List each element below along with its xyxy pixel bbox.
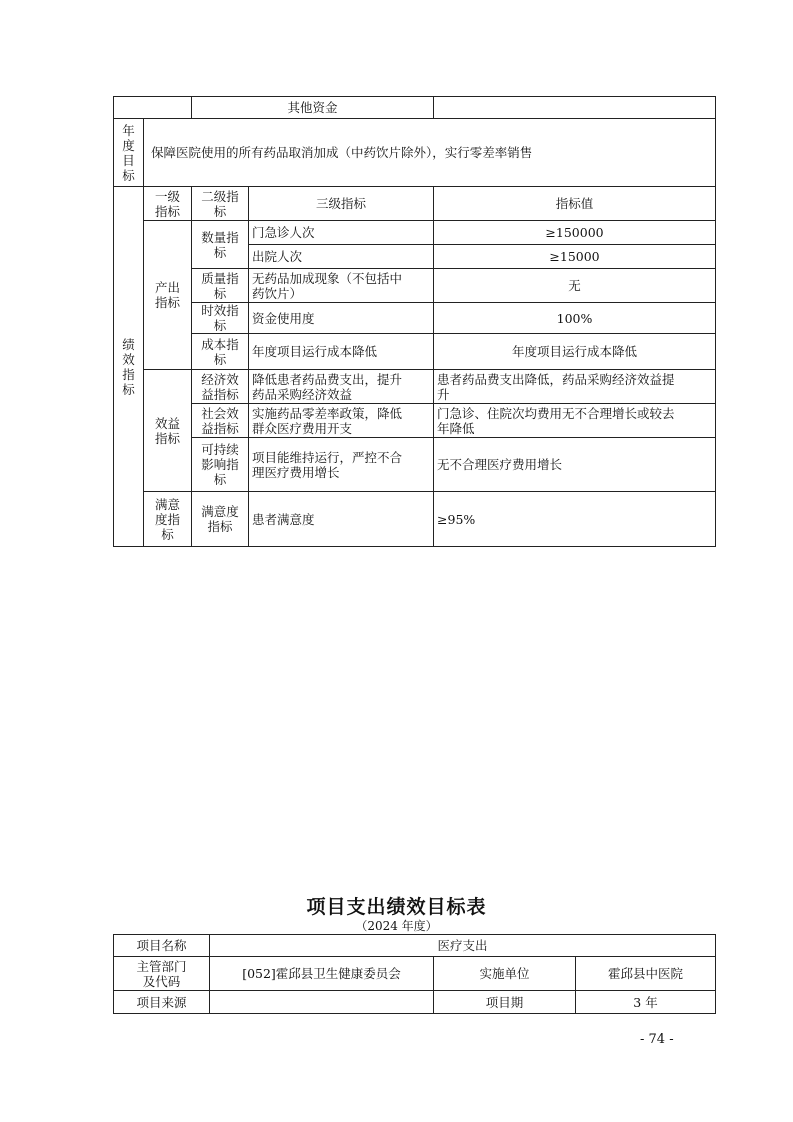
quantity-item-outpatient: 门急诊人次 xyxy=(249,221,434,245)
satisfaction-value: ≥95% xyxy=(434,492,716,547)
implementing-unit-value: 霍邱县中医院 xyxy=(576,957,716,991)
quality-indicator-label: 质量指 标 xyxy=(192,269,249,303)
quantity-value-outpatient: ≥150000 xyxy=(434,221,716,245)
project-period-label: 项目期 xyxy=(434,991,576,1014)
social-benefit-value: 门急诊、住院次均费用无不合理增长或较去 年降低 xyxy=(434,404,716,438)
header-value: 指标值 xyxy=(434,187,716,221)
performance-indicator-table xyxy=(113,96,716,547)
time-value: 100% xyxy=(434,303,716,334)
satisfaction-item: 患者满意度 xyxy=(249,492,434,547)
sustainability-label: 可持续 影响指 标 xyxy=(192,438,249,492)
cost-indicator-label: 成本指 标 xyxy=(192,334,249,370)
benefit-indicator-label: 效益 指标 xyxy=(144,370,192,492)
header-level2: 二级指 标 xyxy=(192,187,249,221)
department-value: [052]霍邱县卫生健康委员会 xyxy=(210,957,434,991)
department-label: 主管部门 及代码 xyxy=(114,957,210,991)
performance-indicator-label: 绩 效 指 标 xyxy=(114,187,144,547)
project-source-value xyxy=(210,991,434,1014)
blank-cell xyxy=(114,97,192,119)
project-info-table xyxy=(113,934,716,1014)
annual-goal-label: 年 度 目 标 xyxy=(114,119,144,187)
social-benefit-label: 社会效 益指标 xyxy=(192,404,249,438)
economic-benefit-label: 经济效 益指标 xyxy=(192,370,249,404)
time-indicator-label: 时效指 标 xyxy=(192,303,249,334)
output-indicator-label: 产出 指标 xyxy=(144,221,192,370)
quantity-value-discharge: ≥15000 xyxy=(434,245,716,269)
quality-value: 无 xyxy=(434,269,716,303)
implementing-unit-label: 实施单位 xyxy=(434,957,576,991)
other-funds-value xyxy=(434,97,716,119)
header-level3: 三级指标 xyxy=(249,187,434,221)
cost-item: 年度项目运行成本降低 xyxy=(249,334,434,370)
other-funds-label: 其他资金 xyxy=(192,97,434,119)
satisfaction-level1-label: 满意 度指 标 xyxy=(144,492,192,547)
header-level1: 一级 指标 xyxy=(144,187,192,221)
annual-goal-text: 保障医院使用的所有药品取消加成（中药饮片除外），实行零差率销售 xyxy=(144,119,716,187)
economic-benefit-value: 患者药品费支出降低，药品采购经济效益提 升 xyxy=(434,370,716,404)
page-number: - 74 - xyxy=(640,1032,674,1047)
satisfaction-level2-label: 满意度 指标 xyxy=(192,492,249,547)
quantity-item-discharge: 出院人次 xyxy=(249,245,434,269)
sustainability-item: 项目能维持运行，严控不合 理医疗费用增长 xyxy=(249,438,434,492)
project-period-value: 3 年 xyxy=(576,991,716,1014)
quality-item: 无药品加成现象（不包括中 药饮片） xyxy=(249,269,434,303)
social-benefit-item: 实施药品零差率政策，降低 群众医疗费用开支 xyxy=(249,404,434,438)
economic-benefit-item: 降低患者药品费支出，提升 药品采购经济效益 xyxy=(249,370,434,404)
project-source-label: 项目来源 xyxy=(114,991,210,1014)
quantity-indicator-label: 数量指 标 xyxy=(192,221,249,269)
sustainability-value: 无不合理医疗费用增长 xyxy=(434,438,716,492)
time-item: 资金使用度 xyxy=(249,303,434,334)
cost-value: 年度项目运行成本降低 xyxy=(434,334,716,370)
document-subtitle: （2024 年度） xyxy=(355,919,438,933)
project-name-label: 项目名称 xyxy=(114,935,210,957)
project-name-value: 医疗支出 xyxy=(210,935,716,957)
document-title: 项目支出绩效目标表 xyxy=(306,896,487,918)
